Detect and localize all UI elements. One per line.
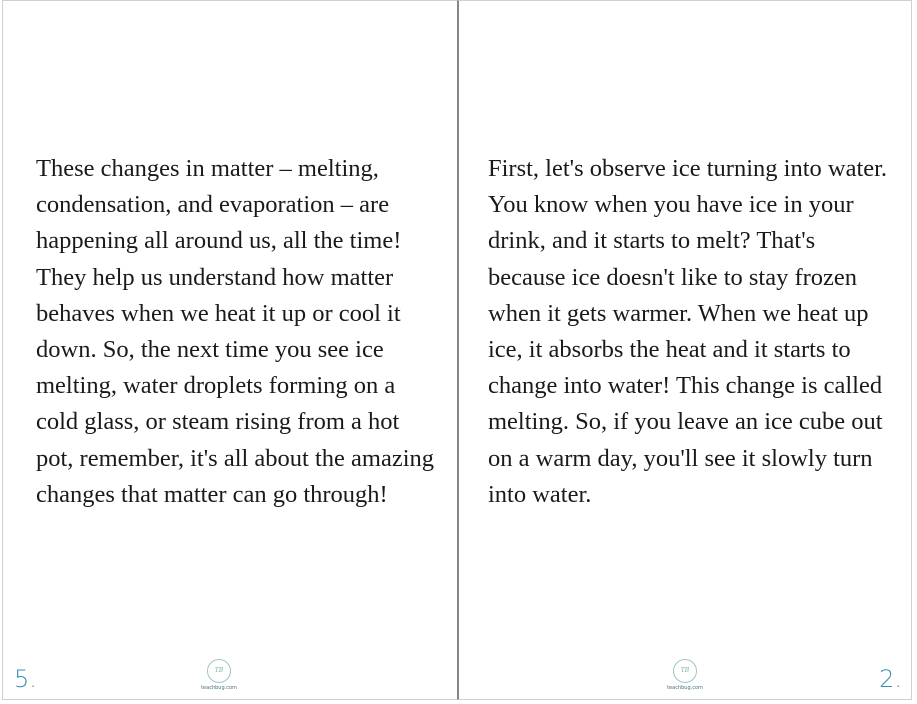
right-page [457, 0, 912, 700]
teachbug-logo [199, 659, 239, 691]
teachbug-logo [665, 659, 705, 691]
logo-mark-icon: TB [207, 659, 231, 683]
page-number: 5. [14, 665, 37, 693]
logo-mark-icon: TB [673, 659, 697, 683]
page-body-text: First, let's observe ice turning into water. You know when you have ice in your drink, and it starts to melt? That's because ice doesn't like to stay frozen when it gets warmer. When we heat up ice, it absorbs the heat and it starts to change into water! This change is called melting. So, if you leave an ice cube out on a warm day, you'll see it slowly turn into water. [488, 155, 888, 508]
logo-url: teachbug.com [667, 685, 703, 691]
page-body-text: These changes in matter – melting, condensation, and evaporation – are happening all around us, all the time! They help us understand how matter behaves when we heat it up or cool it down. So, the next time you see ice melting, water droplets forming on a cold glass, or steam rising from a hot pot, remember, it's all about the amazing changes that matter can go through! [36, 155, 435, 508]
left-page [2, 0, 457, 700]
logo-url: teachbug.com [201, 685, 237, 691]
page-number: 2. [879, 665, 902, 693]
